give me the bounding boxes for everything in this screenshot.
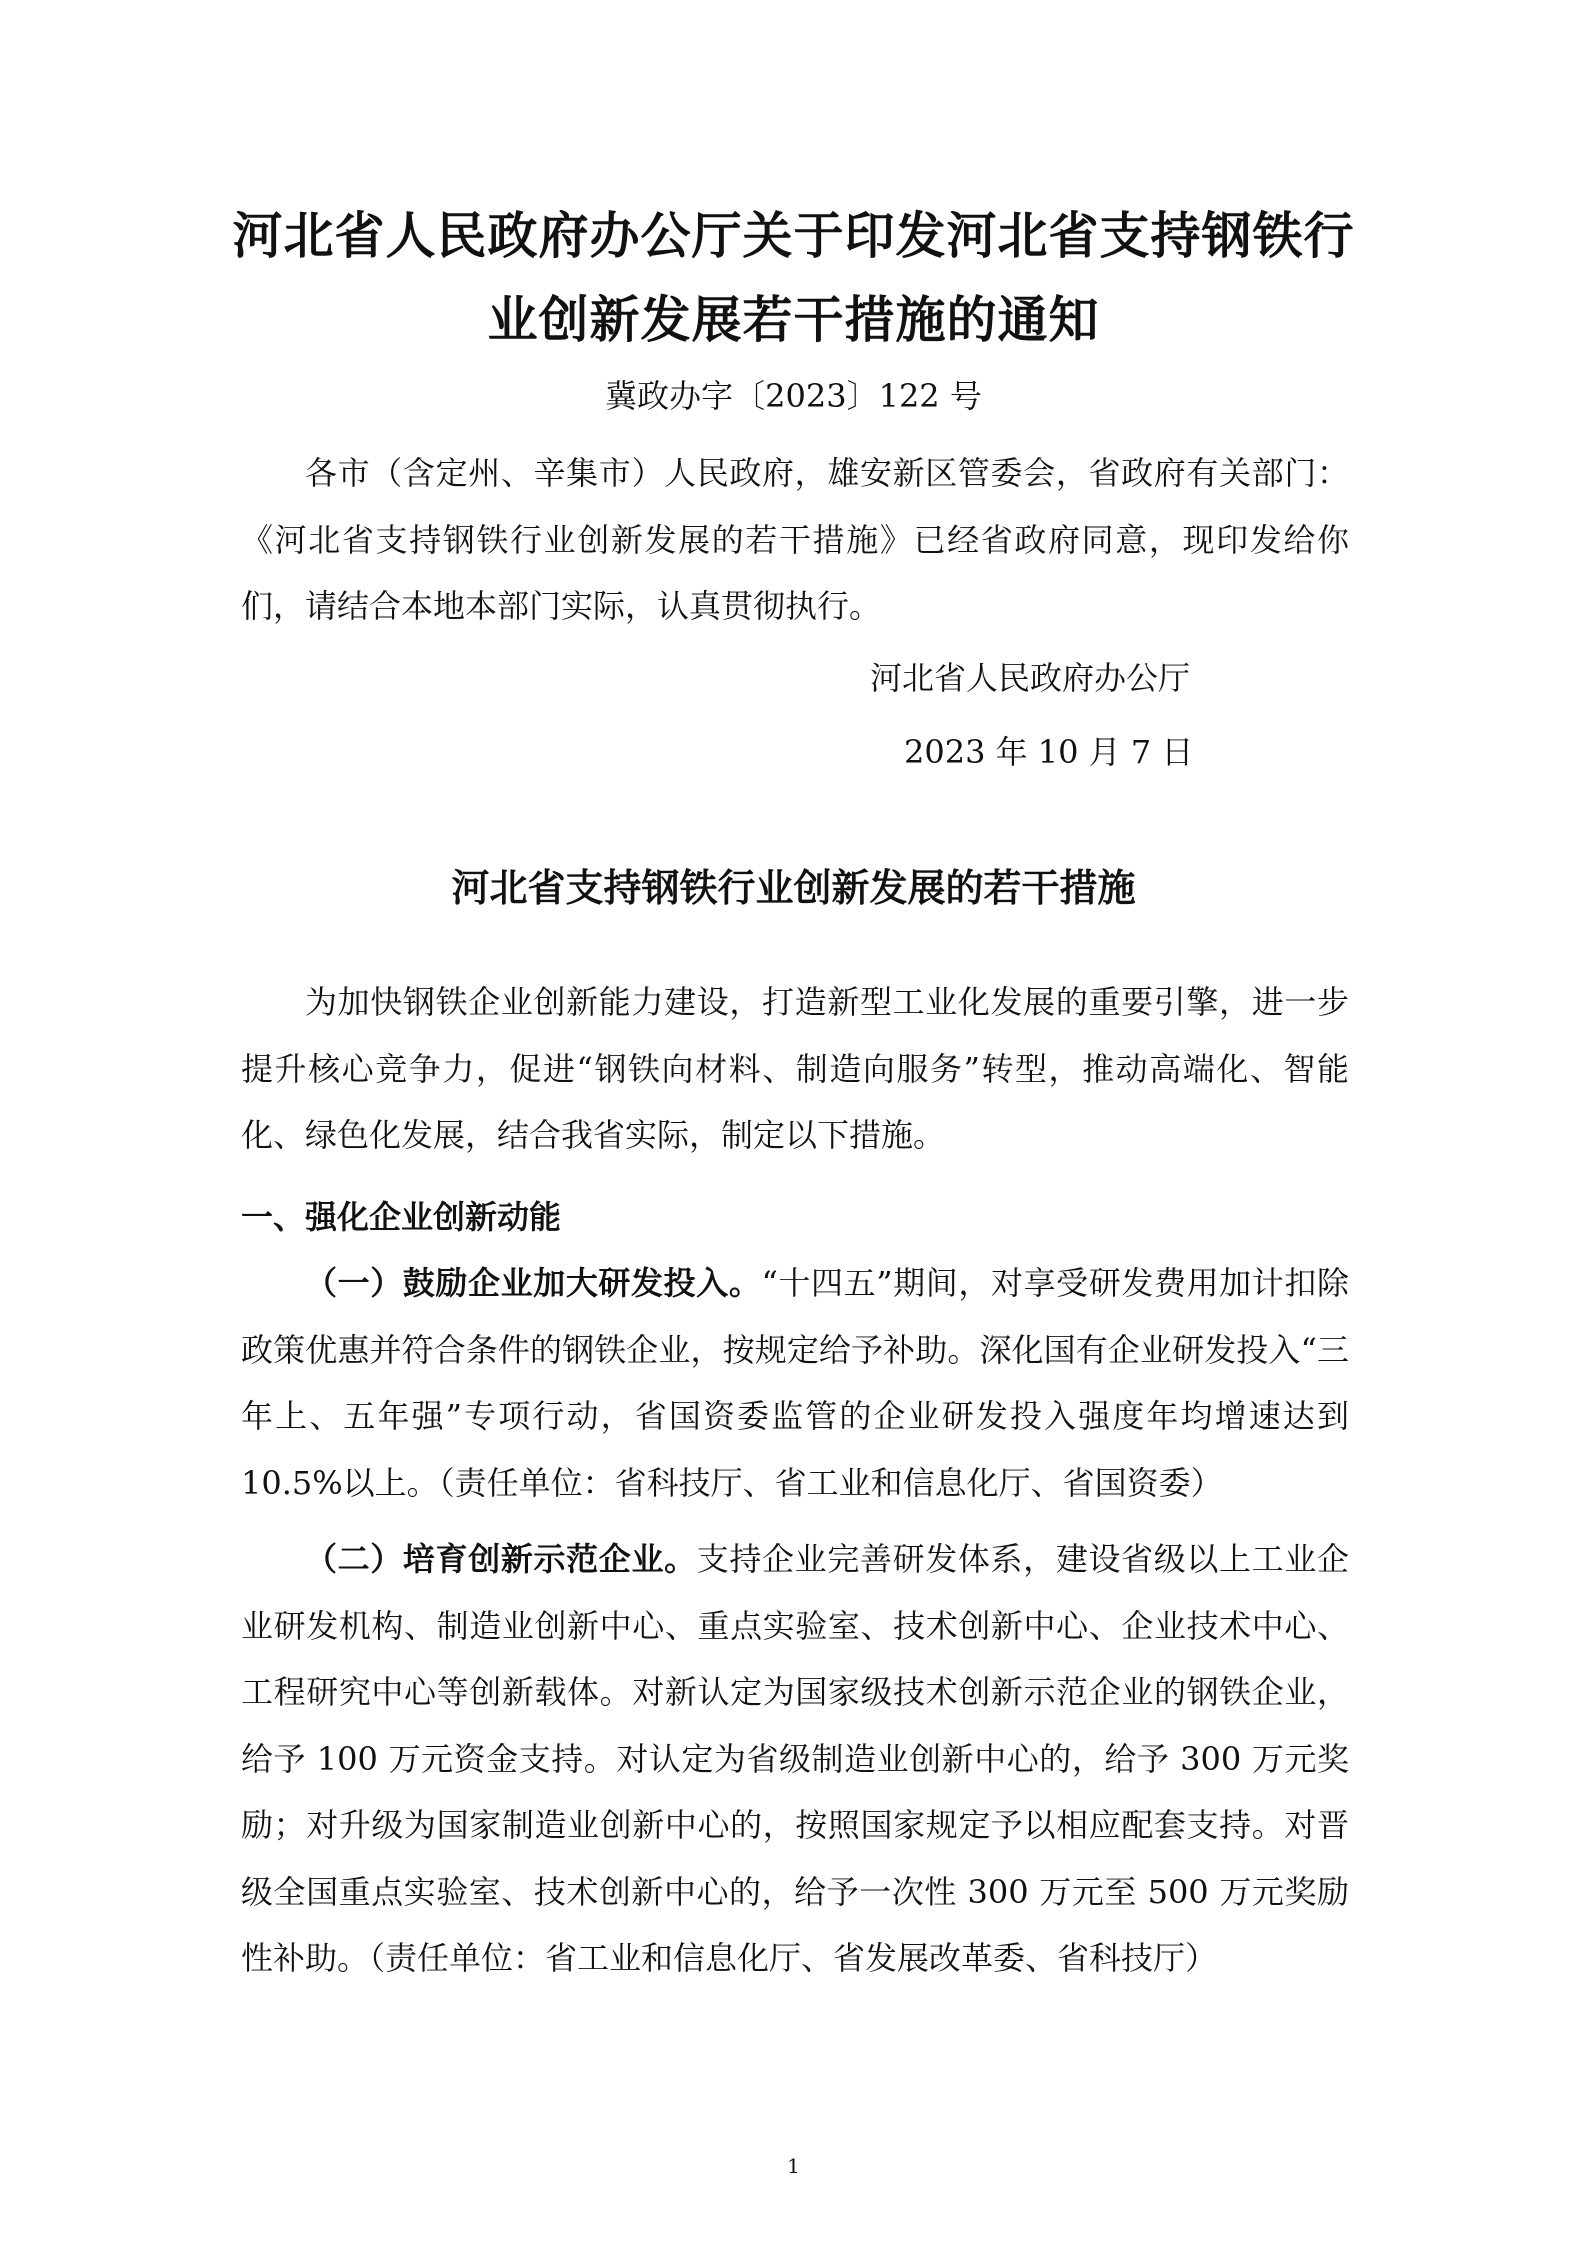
measure-item-1-body: “十四五”期间，对享受研发费用加计扣除政策优惠并符合条件的钢铁企业，按规定给予补助。深化国有企业研发投入“三年上、五年强”专项行动，省国资委监管的企业研发投入强度年均增速达到 10.5%以上。（责任单位：省科技厅、省工业和信息化厅、省国资委） bbox=[241, 1264, 1349, 1502]
notice-title-line-2: 业创新发展若干措施的通知 bbox=[487, 290, 1100, 349]
section-1-heading: 一、强化企业创新动能 bbox=[241, 1198, 562, 1236]
measure-item-2-body: 支持企业完善研发体系，建设省级以上工业企业研发机构、制造业创新中心、重点实验室、技术创新中心、企业技术中心、工程研究中心等创新载体。对新认定为国家级技术创新示范企业的钢铁企业，给予 100 万元资金支持。对认定为省级制造业创新中心的，给予 300 万元奖励；对升级为国家制造业创新中心的，按照国家规定予以相应配套支持。对晋级全国重点实验室、技术创新中心的，给予一次性 300 万元至 500 万元奖励性补助。（责任单位：省工业和信息化厅、省发展改革委、省科技厅） bbox=[241, 1540, 1349, 1977]
page-number: 1 bbox=[787, 2154, 800, 2178]
document-number: 冀政办字〔2023〕122 号 bbox=[605, 377, 982, 415]
measures-title: 河北省支持钢铁行业创新发展的若干措施 bbox=[451, 865, 1136, 910]
measure-item-2-lead: （二）培育创新示范企业。 bbox=[305, 1540, 697, 1578]
notice-body: 各市（含定州、辛集市）人民政府，雄安新区管委会，省政府有关部门：《河北省支持钢铁行业创新发展的若干措施》已经省政府同意，现印发给你们，请结合本地本部门实际，认真贯彻执行。 bbox=[241, 454, 1349, 625]
issuer-signature: 河北省人民政府办公厅 bbox=[870, 659, 1191, 697]
measures-intro: 为加快钢铁企业创新能力建设，打造新型工业化发展的重要引擎，进一步提升核心竞争力，促进“钢铁向材料、制造向服务”转型，推动高端化、智能化、绿色化发展，结合我省实际，制定以下措施。 bbox=[241, 983, 1349, 1154]
measure-item-1-lead: （一）鼓励企业加大研发投入。 bbox=[305, 1264, 762, 1302]
notice-title-line-1: 河北省人民政府办公厅关于印发河北省支持钢铁行 bbox=[232, 206, 1355, 265]
issue-date: 2023 年 10 月 7 日 bbox=[904, 733, 1194, 771]
measure-item-2 bbox=[241, 1526, 1349, 1992]
measure-item-1 bbox=[241, 1250, 1349, 1516]
